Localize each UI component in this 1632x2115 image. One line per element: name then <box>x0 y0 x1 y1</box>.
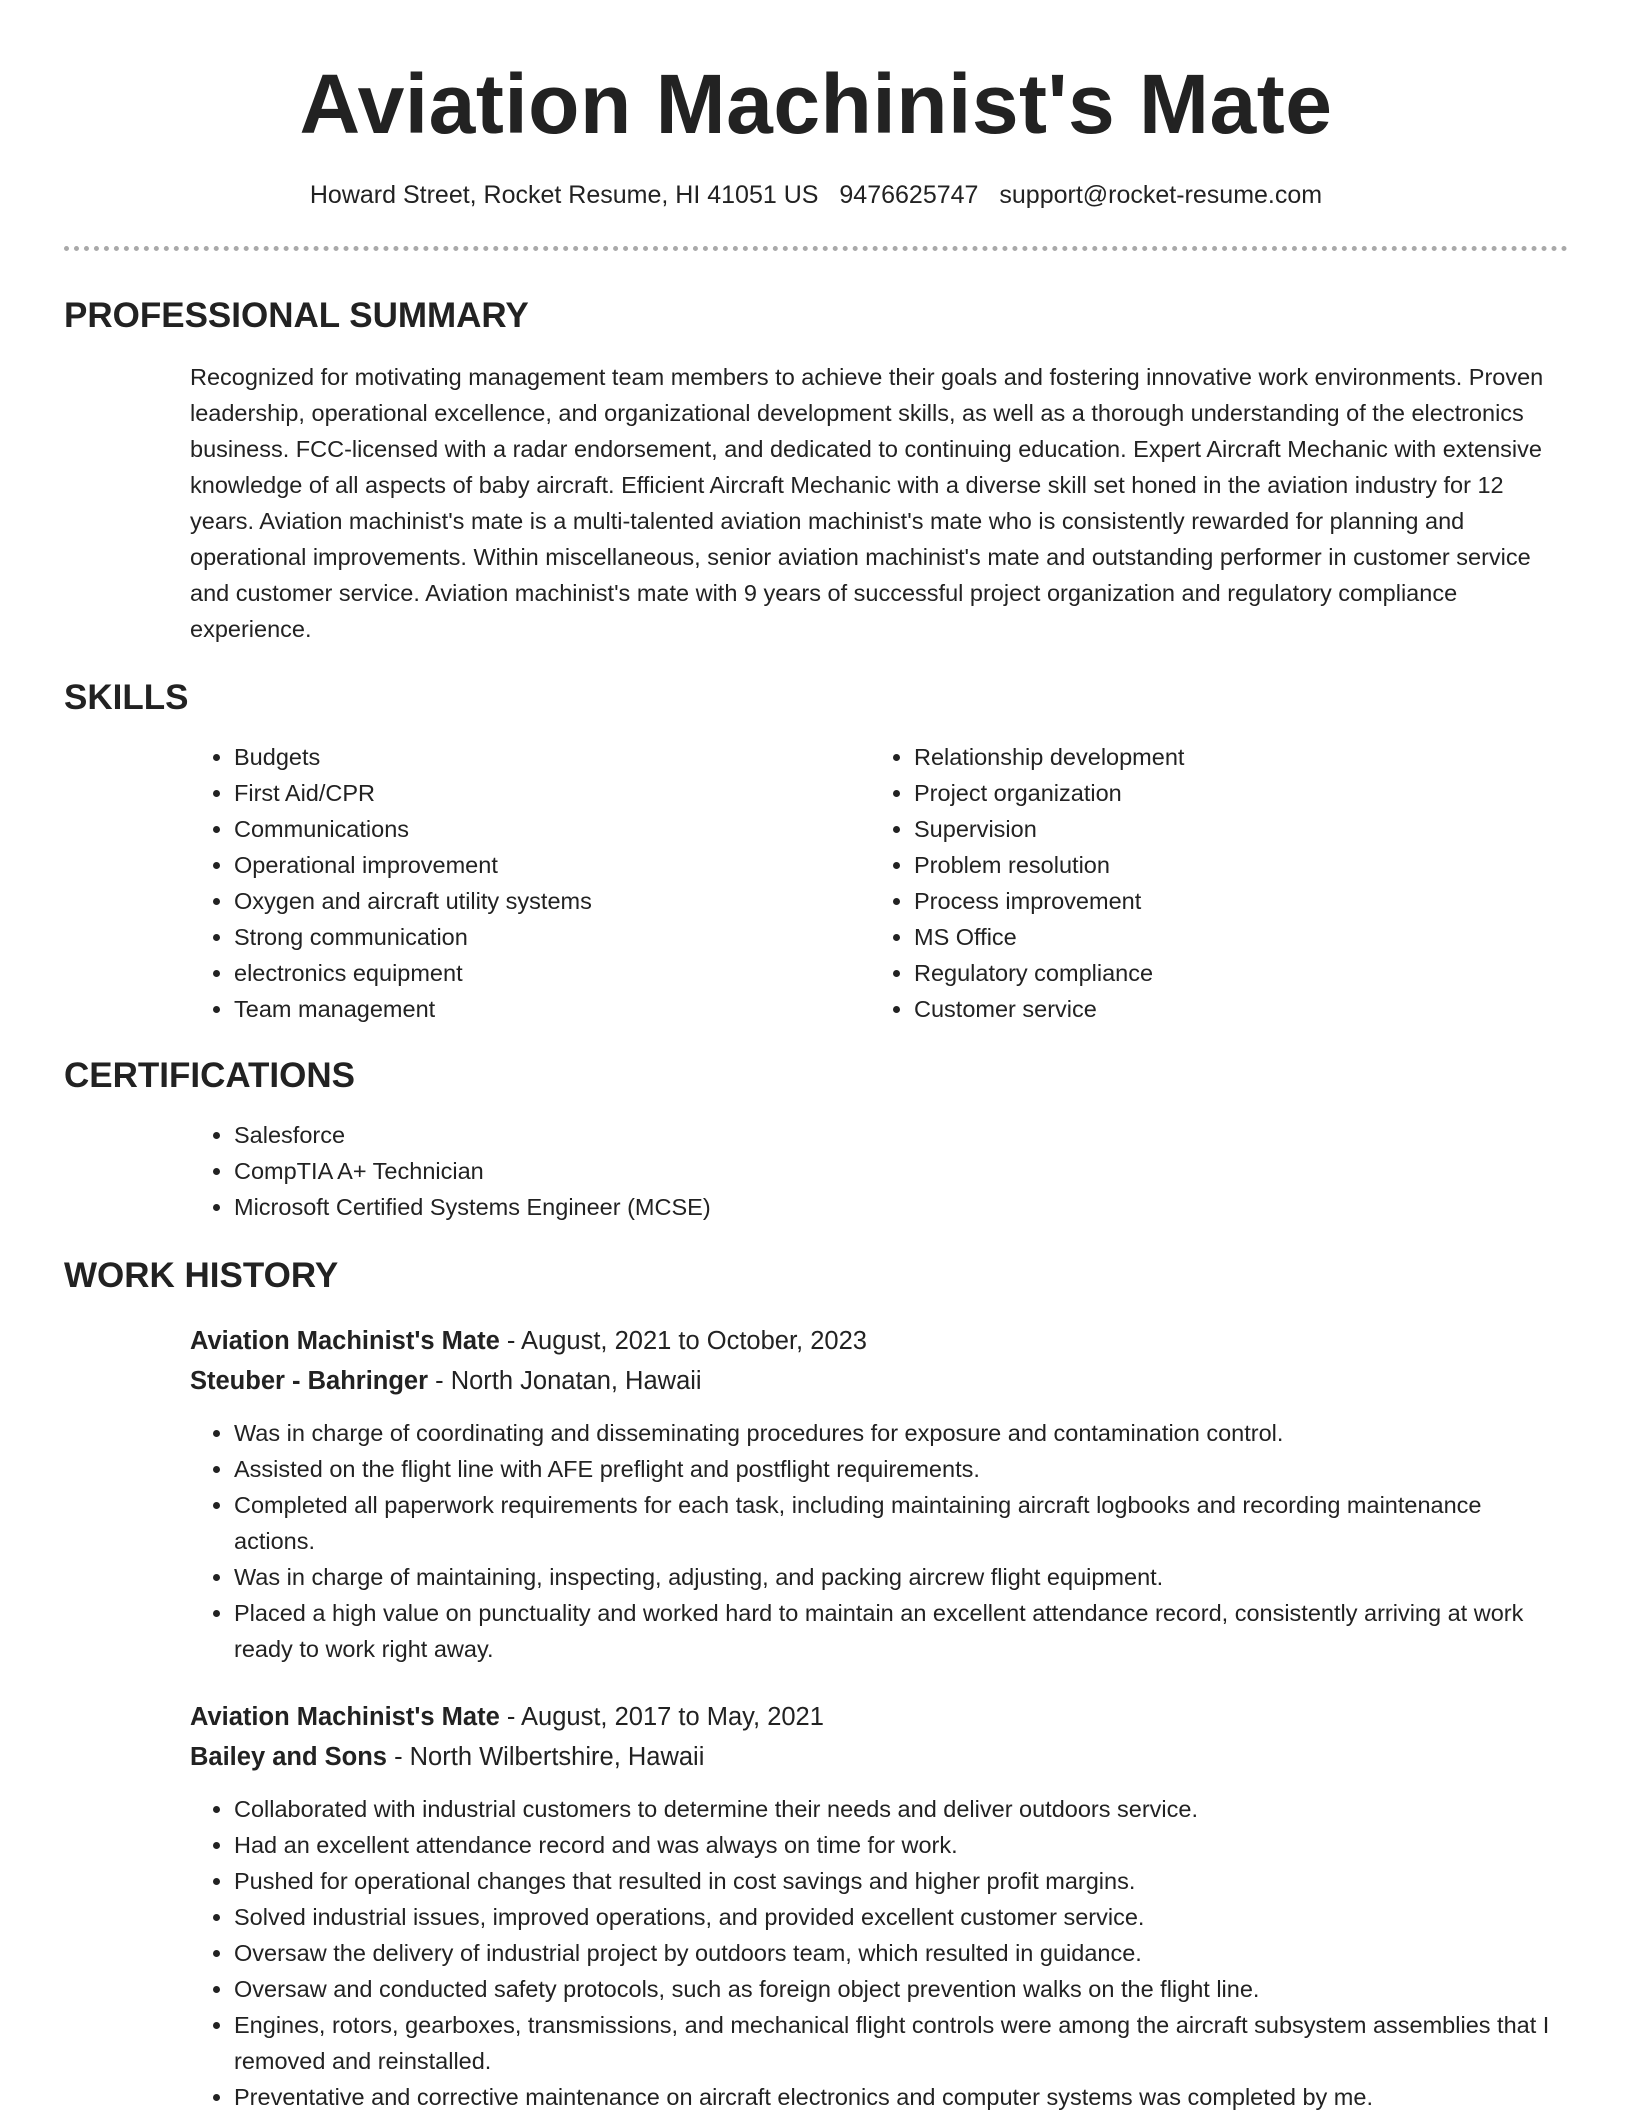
job-dates: - August, 2021 to October, 2023 <box>499 1327 867 1355</box>
skills-columns <box>190 739 1568 1027</box>
duty-item: • Was in charge of coordinating and disseminating procedures for exposure and contamination control. <box>234 1415 1568 1451</box>
skill-item: • Project organization <box>914 775 1550 811</box>
duty-item: • Pushed for operational changes that resulted in cost savings and higher profit margins. <box>234 1863 1568 1899</box>
section-title-certifications: CERTIFICATIONS <box>64 1056 356 1095</box>
phone: 9476625747 <box>839 181 979 209</box>
duty-item: • Collaborated with industrial customers to determine their needs and deliver outdoors service. <box>234 1791 1568 1827</box>
duty-item: • Solved industrial issues, improved operations, and provided excellent customer service. <box>234 1899 1568 1935</box>
skill-item: • First Aid/CPR <box>234 775 870 811</box>
job-company-line <box>190 1361 1568 1401</box>
skills-column-left <box>190 739 870 1027</box>
skill-item: • Budgets <box>234 739 870 775</box>
address: Howard Street, Rocket Resume, HI 41051 US <box>309 181 819 209</box>
section-title-skills: SKILLS <box>64 678 189 717</box>
job-duties <box>190 1791 1568 2115</box>
skill-item: • Problem resolution <box>914 847 1550 883</box>
skill-item: • electronics equipment <box>234 955 870 991</box>
job-role: Aviation Machinist's Mate <box>190 1327 500 1355</box>
duty-item: • Assisted on the flight line with AFE preflight and postflight requirements. <box>234 1451 1568 1487</box>
skill-item: • Supervision <box>914 811 1550 847</box>
job-location: - North Jonatan, Hawaii <box>428 1367 702 1395</box>
duty-item: • Oversaw and conducted safety protocols, such as foreign object prevention walks on the flight line. <box>234 1971 1568 2007</box>
certifications-list-wrap <box>190 1117 1568 1225</box>
job-entry <box>190 1321 1568 1667</box>
skill-item: • Process improvement <box>914 883 1550 919</box>
work-history-section <box>64 1255 1568 2115</box>
duty-item: • Completed all paperwork requirements for each task, including maintaining aircraft logbooks and recording maintenance actions. <box>234 1487 1568 1559</box>
duty-item: • Had an excellent attendance record and was always on time for work. <box>234 1827 1568 1863</box>
skill-item: • MS Office <box>914 919 1550 955</box>
section-title-summary: PROFESSIONAL SUMMARY <box>64 296 529 335</box>
job-company: Steuber - Bahringer <box>190 1367 429 1395</box>
skill-item: • Team management <box>234 991 870 1027</box>
candidate-name: Aviation Machinist's Mate <box>299 57 1333 151</box>
summary-text: Recognized for motivating management team members to achieve their goals and fostering innovative work environments. Proven leadership, operational excellence, and organizational development skills, as well as a thorough understanding of the electronics business. FCC-licensed with a radar endorsement, and dedicated to continuing education. Expert Aircraft Mechanic with extensive knowledge of all aspects of baby aircraft. Efficient Aircraft Mechanic with a diverse skill set honed in the aviation industry for 12 years. Aviation machinist's mate is a multi-talented aviation machinist's mate who is consistently rewarded for planning and operational improvements. Within miscellaneous, senior aviation machinist's mate and outstanding performer in customer service and customer service. Aviation machinist's mate with 9 years of successful project organization and regulatory compliance experience. <box>190 364 1544 642</box>
contact-line <box>64 178 1568 212</box>
header-divider <box>64 246 1568 251</box>
email: support@rocket-resume.com <box>999 181 1323 209</box>
certifications-list <box>190 1117 1568 1225</box>
duty-item: • Oversaw the delivery of industrial project by outdoors team, which resulted in guidance. <box>234 1935 1568 1971</box>
skill-item: • Communications <box>234 811 870 847</box>
job-company-line <box>190 1737 1568 1777</box>
job-duties-wrap <box>190 1791 1568 2115</box>
skills-list-left <box>190 739 870 1027</box>
duty-item: • Engines, rotors, gearboxes, transmissions, and mechanical flight controls were among the aircraft subsystem assemblies that I removed and reinstalled. <box>234 2007 1568 2079</box>
skill-item: • Strong communication <box>234 919 870 955</box>
job-title-line <box>190 1321 1568 1361</box>
skills-list-right <box>870 739 1550 1027</box>
job-company: Bailey and Sons <box>190 1743 387 1771</box>
skills-section <box>64 677 1568 1027</box>
job-location: - North Wilbertshire, Hawaii <box>386 1743 705 1771</box>
duty-item: • Placed a high value on punctuality and worked hard to maintain an excellent attendance record, consistently arriving at work ready to work right away. <box>234 1595 1568 1667</box>
job-duties-wrap <box>190 1415 1568 1667</box>
certification-item: • Salesforce <box>234 1117 1568 1153</box>
job-dates: - August, 2017 to May, 2021 <box>499 1703 824 1731</box>
duty-item: • Preventative and corrective maintenance on aircraft electronics and computer systems was completed by me. <box>234 2079 1568 2115</box>
skill-item: • Regulatory compliance <box>914 955 1550 991</box>
skill-item: • Relationship development <box>914 739 1550 775</box>
duty-item: • Was in charge of maintaining, inspecting, adjusting, and packing aircrew flight equipment. <box>234 1559 1568 1595</box>
certification-item: • CompTIA A+ Technician <box>234 1153 1568 1189</box>
section-title-work-history: WORK HISTORY <box>64 1256 339 1295</box>
job-role: Aviation Machinist's Mate <box>190 1703 500 1731</box>
job-duties <box>190 1415 1568 1667</box>
certification-item: • Microsoft Certified Systems Engineer (MCSE) <box>234 1189 1568 1225</box>
certifications-section <box>64 1055 1568 1225</box>
skill-item: • Oxygen and aircraft utility systems <box>234 883 870 919</box>
resume-page <box>64 0 1568 2115</box>
skill-item: • Customer service <box>914 991 1550 1027</box>
job-title-line <box>190 1697 1568 1737</box>
skill-item: • Operational improvement <box>234 847 870 883</box>
job-entry <box>190 1697 1568 2115</box>
skills-column-right <box>870 739 1550 1027</box>
professional-summary-section <box>64 295 1568 647</box>
